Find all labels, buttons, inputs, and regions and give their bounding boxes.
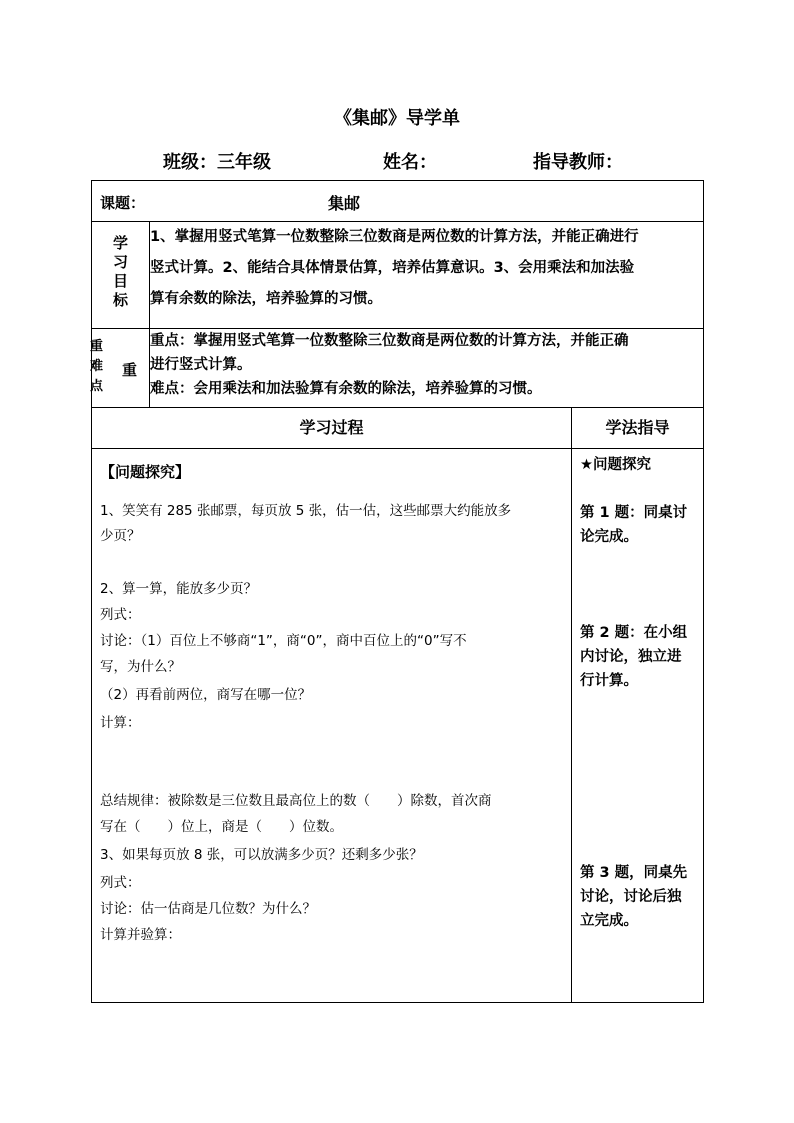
- goals-label-char: 目: [112, 272, 128, 290]
- guide-line: 行计算。: [580, 673, 638, 689]
- guide-line: 内讨论，独立进: [580, 649, 682, 665]
- name-label: 姓名：: [383, 152, 437, 173]
- guide-line: 第 1 题：同桌讨: [580, 505, 688, 521]
- keypoints-line: 进行竖式计算。: [150, 357, 252, 373]
- process-line: 3、如果每页放 8 张，可以放满多少页？还剩多少张？: [100, 847, 423, 863]
- keypoints-label-char: 重: [90, 339, 104, 354]
- guide-line: 立完成。: [580, 913, 638, 929]
- process-line: 列式：: [100, 875, 141, 891]
- process-header: 学习过程: [92, 408, 572, 449]
- topic-label: 课题：: [100, 194, 146, 212]
- goals-line: 1、掌握用竖式笔算一位数整除三位数商是两位数的计算方法，并能正确进行: [150, 229, 639, 245]
- keypoints-label: [90, 337, 104, 397]
- guide-line: 讨论，讨论后独: [580, 889, 682, 905]
- process-line: 计算：: [100, 715, 141, 731]
- guide-cell: [572, 449, 704, 1003]
- process-line: 计算并验算：: [100, 927, 181, 943]
- topic-value: 集邮: [328, 194, 361, 213]
- goals-text: [150, 222, 704, 329]
- keypoints-label-cell: [92, 329, 150, 408]
- keypoints-line: 难点：会用乘法和加法验算有余数的除法，培养验算的习惯。: [150, 381, 542, 397]
- keypoints-label-char: 难: [90, 359, 104, 374]
- doc-title: 《集邮》导学单: [334, 108, 460, 129]
- guide-line: 第 2 题：在小组: [580, 625, 688, 641]
- process-line: 写，为什么？: [100, 659, 181, 675]
- process-line: （2）再看前两位，商写在哪一位？: [100, 687, 312, 703]
- guide-line: ★问题探究: [580, 457, 651, 473]
- process-line: 2、算一算，能放多少页？: [100, 581, 258, 597]
- goals-label-cell: [92, 222, 150, 329]
- goals-label: [92, 222, 149, 310]
- class-label: 班级：三年级: [163, 152, 271, 173]
- guide-line: 论完成。: [580, 529, 638, 545]
- process-cell: [92, 449, 572, 1003]
- process-line: 讨论：估一估商是几位数？为什么？: [100, 901, 316, 917]
- goals-label-char: 习: [112, 253, 128, 271]
- process-line: 讨论：（1）百位上不够商“1”，商“0”，商中百位上的“0”写不: [100, 633, 467, 649]
- keypoints-text: [150, 329, 704, 408]
- process-line: 写在（ ）位上，商是（ ）位数。: [100, 819, 343, 835]
- process-line: 列式：: [100, 607, 141, 623]
- teacher-label: 指导教师：: [533, 152, 623, 173]
- goals-line: 算有余数的除法，培养验算的习惯。: [150, 291, 382, 307]
- process-line: 少页？: [100, 528, 141, 544]
- goals-label-char: 学: [112, 234, 128, 252]
- process-line: 1、笑笑有 285 张邮票，每页放 5 张，估一估，这些邮票大约能放多: [100, 503, 512, 519]
- section-heading: 【问题探究】: [100, 463, 191, 481]
- keypoints-label-right: 重: [122, 361, 138, 379]
- goals-line: 竖式计算。2、能结合具体情景估算，培养估算意识。3、会用乘法和加法验: [150, 260, 635, 276]
- topic-row: [92, 181, 704, 222]
- process-line: 总结规律：被除数是三位数且最高位上的数（ ）除数，首次商: [100, 793, 492, 809]
- goals-label-char: 标: [112, 291, 128, 309]
- guide-header: 学法指导: [572, 408, 704, 449]
- keypoints-line: 重点：掌握用竖式笔算一位数整除三位数商是两位数的计算方法，并能正确: [150, 333, 629, 349]
- study-guide-table: [91, 180, 704, 1003]
- keypoints-label-char: 点: [90, 379, 104, 394]
- guide-line: 第 3 题，同桌先: [580, 865, 688, 881]
